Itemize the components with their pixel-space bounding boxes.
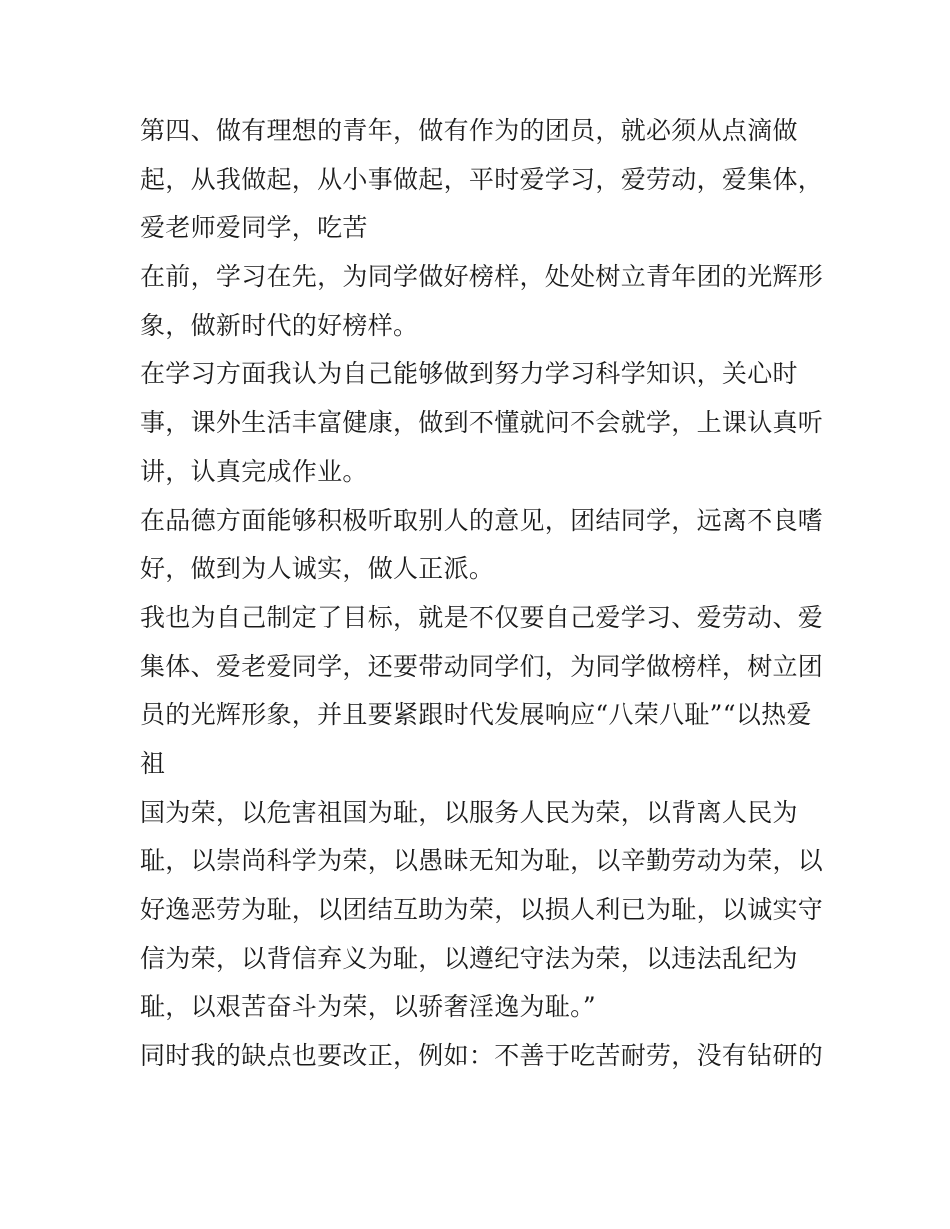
text-line: 我也为自己制定了目标，就是不仅要自己爱学习、爱劳动、爱 [140,602,824,632]
text-line: 在品德方面能够积极听取别人的意见，团结同学，远离不良嗜 [140,505,824,535]
text-line: 国为荣，以危害祖国为耻，以服务人民为荣，以背离人民为 [140,797,798,827]
text-line: 好，做到为人诚实，做人正派。 [140,554,495,584]
text-line: 集体、爱老爱同学，还要带动同学们，为同学做榜样，树立团 [140,651,824,681]
text-line: 员的光辉形象，并且要紧跟时代发展响应“八荣八耻”“以热爱 [140,700,812,730]
text-line: 在学习方面我认为自己能够做到努力学习科学知识，关心时 [140,359,798,389]
text-line: 在前，学习在先，为同学做好榜样，处处树立青年团的光辉形 [140,262,824,292]
document-body [140,107,830,1081]
text-line: 耻，以艰苦奋斗为荣，以骄奢淫逸为耻。” [140,992,596,1022]
text-line: 爱老师爱同学，吃苦 [140,213,368,243]
text-line: 好逸恶劳为耻，以团结互助为荣，以损人利已为耻，以诚实守 [140,895,824,924]
text-line: 讲，认真完成作业。 [140,456,368,486]
text-line: 事，课外生活丰富健康，做到不懂就问不会就学，上课认真听 [140,408,824,438]
text-line: 第四、做有理想的青年，做有作为的团员，就必须从点滴做 [140,116,798,145]
text-line: 信为荣，以背信弃义为耻，以遵纪守法为荣，以违法乱纪为 [140,943,798,973]
text-line: 起，从我做起，从小事做起，平时爱学习，爱劳动，爱集体， [140,164,824,194]
text-line: 象，做新时代的好榜样。 [140,310,419,340]
text-line: 同时我的缺点也要改正，例如：不善于吃苦耐劳，没有钻研的 [140,1041,824,1071]
text-line: 祖 [140,748,166,778]
text-line: 耻，以崇尚科学为荣，以愚昧无知为耻，以辛勤劳动为荣，以 [140,846,824,876]
